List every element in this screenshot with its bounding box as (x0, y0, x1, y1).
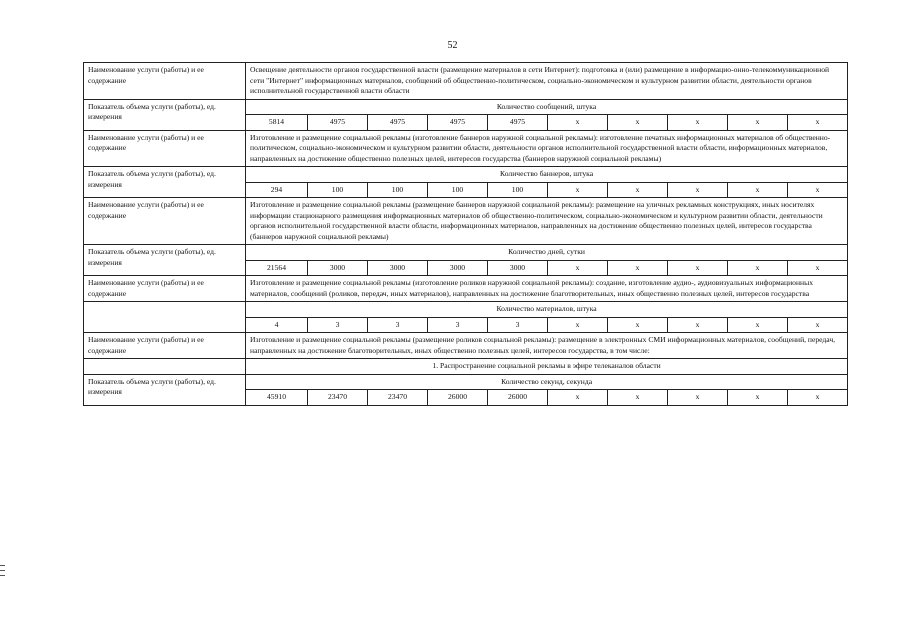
value-cell: 26000 (488, 390, 548, 406)
value-cell: 3000 (368, 260, 428, 276)
service-description: Изготовление и размещение социальной рекламы (размещение роликов социальной рекламы): размещение в электронных СМИ информационных материалов, сообщений, передач, направленных на достижение благотворительных, иных общественно полезных целей, интересов государства, в том числе: (246, 333, 848, 359)
empty-label-cell (84, 359, 246, 375)
value-cell: 4975 (308, 115, 368, 131)
value-cell: 294 (246, 182, 308, 198)
value-cell: х (548, 115, 608, 131)
service-name-row (84, 130, 848, 167)
service-description: Изготовление и размещение социальной рекламы (размещение баннеров наружной социальной рекламы): размещение на уличных рекламных конструкциях, иных носителях информации стационарного размещения информационных материалов об общественно-политическом, социально-экономическом и культурном развитии области, деятельности органов исполнительной государственной власти области, информационных материалов, направленных на достижение общественно полезных целей, интересов государства (баннеров наружной социальной рекламы) (246, 198, 848, 245)
value-cell: х (668, 260, 728, 276)
service-name-row (84, 198, 848, 245)
service-name-label: Наименование услуги (работы) и ее содержание (84, 333, 246, 359)
indicator-label: Показатель объема услуги (работы), ед. измерения (84, 167, 246, 198)
indicator-row (84, 167, 848, 183)
indicator-row (84, 374, 848, 390)
service-name-row (84, 276, 848, 302)
scan-margin-marks (0, 565, 6, 581)
service-name-row (84, 63, 848, 100)
unit-caption: Количество сообщений, штука (246, 99, 848, 115)
page-number: 52 (447, 40, 458, 51)
value-cell: х (608, 115, 668, 131)
value-cell: х (728, 182, 788, 198)
value-cell: 3 (488, 317, 548, 333)
value-cell: х (668, 182, 728, 198)
value-cell: х (548, 390, 608, 406)
value-cell: х (608, 390, 668, 406)
value-cell: 100 (308, 182, 368, 198)
subheading: 1. Распространение социальной рекламы в эфире телеканалов области (246, 359, 848, 375)
value-cell: х (728, 115, 788, 131)
indicator-row (84, 245, 848, 261)
value-cell: 3000 (308, 260, 368, 276)
value-cell: х (668, 115, 728, 131)
value-cell: 100 (488, 182, 548, 198)
value-cell: 100 (368, 182, 428, 198)
value-cell: 4975 (488, 115, 548, 131)
value-cell: 100 (428, 182, 488, 198)
value-cell: 3 (368, 317, 428, 333)
value-cell: 3000 (488, 260, 548, 276)
value-cell: х (548, 317, 608, 333)
value-cell: х (788, 390, 848, 406)
value-cell: 4975 (428, 115, 488, 131)
value-cell: 3 (308, 317, 368, 333)
value-cell: х (788, 260, 848, 276)
value-cell: 3000 (428, 260, 488, 276)
value-cell: 4975 (368, 115, 428, 131)
indicator-label: Показатель объема услуги (работы), ед. измерения (84, 99, 246, 130)
indicator-row (84, 99, 848, 115)
unit-caption: Количество секунд, секунда (246, 374, 848, 390)
service-description: Изготовление и размещение социальной рекламы (изготовление баннеров наружной социальной рекламы): изготовление печатных информационных материалов об общественно-политическом, социально-экономическом и культурном развитии области, деятельности органов исполнительной государственной власти области, информационных материалов, направленных на достижение общественно полезных целей, интересов государства (баннеров наружной социальной рекламы) (246, 130, 848, 167)
value-cell: 4 (246, 317, 308, 333)
value-cell: х (788, 115, 848, 131)
indicator-label: Показатель объема услуги (работы), ед. измерения (84, 374, 246, 405)
service-name-row (84, 333, 848, 359)
value-cell: х (608, 317, 668, 333)
indicator-label (84, 302, 246, 333)
unit-caption: Количество материалов, штука (246, 302, 848, 318)
service-name-label: Наименование услуги (работы) и ее содержание (84, 276, 246, 302)
service-name-label: Наименование услуги (работы) и ее содержание (84, 130, 246, 167)
value-cell: х (728, 390, 788, 406)
indicator-row (84, 302, 848, 318)
service-name-label: Наименование услуги (работы) и ее содержание (84, 63, 246, 100)
service-volume-table (83, 62, 848, 406)
value-cell: х (788, 317, 848, 333)
value-cell: х (788, 182, 848, 198)
value-cell: 5814 (246, 115, 308, 131)
value-cell: 3 (428, 317, 488, 333)
value-cell: 23470 (308, 390, 368, 406)
value-cell: х (728, 260, 788, 276)
value-cell: 23470 (368, 390, 428, 406)
unit-caption: Количество баннеров, штука (246, 167, 848, 183)
value-cell: х (668, 390, 728, 406)
value-cell: х (548, 260, 608, 276)
value-cell: 26000 (428, 390, 488, 406)
service-name-label: Наименование услуги (работы) и ее содержание (84, 198, 246, 245)
value-cell: х (728, 317, 788, 333)
value-cell: х (608, 182, 668, 198)
unit-caption: Количество дней, сутки (246, 245, 848, 261)
service-description: Изготовление и размещение социальной рекламы (изготовление роликов наружной социальной рекламы): создание, изготовление аудио-, аудиовизуальных информационных материалов, сообщений (роликов, передач, иных материалов), направленных на достижение благотворительных, иных общественно полезных целей, интересов государства (246, 276, 848, 302)
value-cell: 45910 (246, 390, 308, 406)
value-cell: х (548, 182, 608, 198)
indicator-label: Показатель объема услуги (работы), ед. измерения (84, 245, 246, 276)
value-cell: х (608, 260, 668, 276)
service-description: Освещение деятельности органов государственной власти (размещение материалов в сети Интернет): подготовка и (или) размещение в информацио-онно-телекоммуникационной сети "Интернет" информационных материалов, сообщений об общественно-политическом, социально-экономическом и культурном развитии области, деятельности органов исполнительной государственной власти области (246, 63, 848, 100)
subheading-row (84, 359, 848, 375)
value-cell: х (668, 317, 728, 333)
value-cell: 21564 (246, 260, 308, 276)
